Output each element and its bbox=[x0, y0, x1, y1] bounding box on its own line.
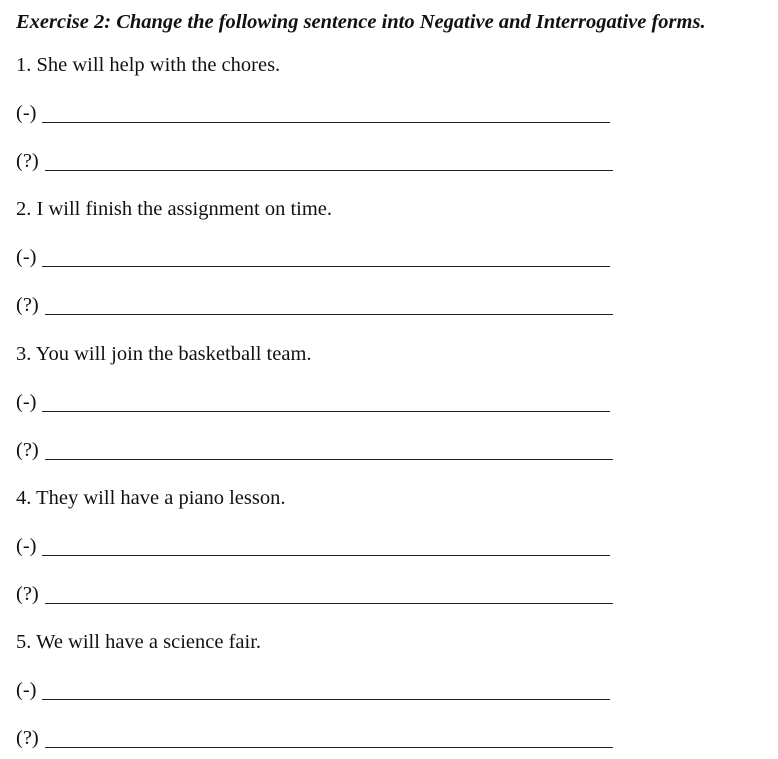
negative-marker: (-) bbox=[16, 535, 37, 557]
question-answer-line-5[interactable] bbox=[45, 747, 613, 748]
negative-marker: (-) bbox=[16, 391, 37, 413]
question-answer-row-1 bbox=[16, 148, 613, 174]
question-answer-line-3[interactable] bbox=[45, 459, 613, 460]
sentence-2: 2. I will finish the assignment on time. bbox=[16, 198, 333, 220]
question-answer-row-2 bbox=[16, 292, 613, 318]
question-marker: (?) bbox=[16, 439, 39, 461]
negative-answer-line-3[interactable] bbox=[42, 411, 610, 412]
sentence-5: 5. We will have a science fair. bbox=[16, 631, 262, 653]
question-answer-line-1[interactable] bbox=[45, 170, 613, 171]
question-answer-row-3 bbox=[16, 437, 613, 463]
negative-answer-row-1 bbox=[16, 100, 610, 126]
exercise-title: Exercise 2: Change the following sentence into Negative and Interrogative forms. bbox=[16, 11, 706, 33]
question-marker: (?) bbox=[16, 294, 39, 316]
negative-answer-row-5 bbox=[16, 677, 610, 703]
question-answer-line-4[interactable] bbox=[45, 603, 613, 604]
negative-marker: (-) bbox=[16, 102, 37, 124]
sentence-3: 3. You will join the basketball team. bbox=[16, 343, 312, 365]
negative-marker: (-) bbox=[16, 246, 37, 268]
question-marker: (?) bbox=[16, 150, 39, 172]
question-marker: (?) bbox=[16, 583, 39, 605]
question-answer-row-5 bbox=[16, 725, 613, 751]
negative-answer-line-5[interactable] bbox=[42, 699, 610, 700]
negative-answer-line-4[interactable] bbox=[42, 555, 610, 556]
question-marker: (?) bbox=[16, 727, 39, 749]
question-answer-row-4 bbox=[16, 581, 613, 607]
negative-answer-row-4 bbox=[16, 533, 610, 559]
negative-answer-row-3 bbox=[16, 389, 610, 415]
negative-answer-line-2[interactable] bbox=[42, 266, 610, 267]
negative-marker: (-) bbox=[16, 679, 37, 701]
negative-answer-row-2 bbox=[16, 244, 610, 270]
negative-answer-line-1[interactable] bbox=[42, 122, 610, 123]
question-answer-line-2[interactable] bbox=[45, 314, 613, 315]
sentence-4: 4. They will have a piano lesson. bbox=[16, 487, 286, 509]
sentence-1: 1. She will help with the chores. bbox=[16, 54, 281, 76]
